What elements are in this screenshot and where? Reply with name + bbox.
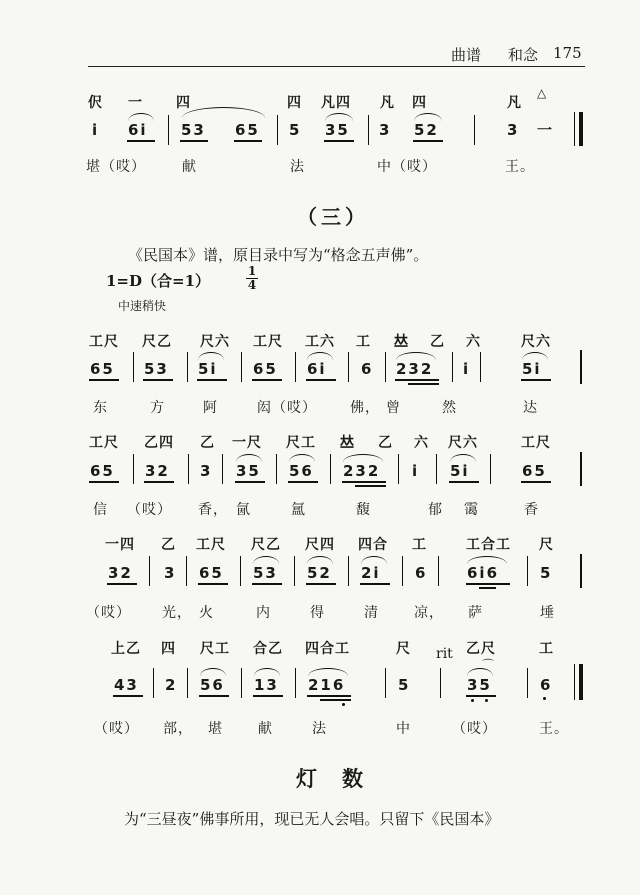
note: 6i6	[467, 564, 500, 582]
note: 65	[235, 121, 260, 139]
header-section: 曲谱	[451, 46, 482, 64]
barline	[452, 352, 453, 382]
lyric: 堪	[208, 721, 223, 737]
barline	[580, 350, 582, 384]
barline	[188, 454, 189, 484]
underline	[360, 583, 390, 585]
underline	[113, 695, 143, 697]
barline	[440, 668, 441, 698]
lyric: 氤	[236, 502, 251, 518]
lyric: 得	[310, 605, 325, 621]
lyric: 清	[364, 605, 379, 621]
underline	[107, 583, 137, 585]
underline	[89, 481, 119, 483]
note: 5	[398, 676, 411, 694]
underline	[320, 699, 351, 701]
gongche-mark: 尺六	[200, 334, 230, 350]
gongche-mark: 凡四	[321, 95, 351, 111]
note: 2i	[361, 564, 381, 582]
final-barline-thin	[574, 664, 575, 700]
barline	[133, 454, 134, 484]
rit-marking: rit	[436, 646, 453, 662]
gongche-mark: 上乙	[111, 641, 141, 657]
gongche-mark: 凡	[507, 95, 522, 111]
gongche-mark: 乙	[378, 435, 393, 451]
slur	[308, 668, 348, 676]
underline	[395, 379, 439, 381]
lyric: 王。	[539, 721, 569, 737]
note: 6	[415, 564, 428, 582]
barline	[480, 352, 481, 382]
underline	[466, 695, 496, 697]
note: 13	[254, 676, 279, 694]
lyric: 信	[93, 502, 108, 518]
underline	[234, 140, 262, 142]
underline	[408, 383, 439, 385]
gongche-mark: 工尺	[521, 435, 551, 451]
gongche-mark: 工尺	[196, 537, 226, 553]
slur	[396, 352, 436, 360]
lyric: （哎）	[86, 605, 131, 621]
note: 43	[114, 676, 139, 694]
page-number: 175	[553, 44, 582, 62]
gongche-mark: 𠀤	[394, 334, 409, 350]
barline	[438, 556, 439, 586]
slur	[343, 454, 383, 462]
note: 56	[200, 676, 225, 694]
gongche-mark: 合乙	[253, 641, 283, 657]
note: 65	[90, 462, 115, 480]
slur	[361, 556, 387, 564]
note: 3	[164, 564, 177, 582]
time-signature	[246, 266, 258, 291]
intro-note: 《民国本》谱，原目录中写为“格念五声佛”。	[128, 246, 429, 264]
slur	[198, 352, 224, 360]
gongche-mark: 工	[539, 641, 554, 657]
note: 5	[289, 121, 302, 139]
note: 65	[522, 462, 547, 480]
slur	[414, 113, 442, 121]
low-octave-dot	[543, 697, 546, 700]
underline	[197, 379, 227, 381]
gongche-mark: 四合工	[305, 641, 350, 657]
slur	[253, 556, 279, 564]
barline	[277, 115, 278, 145]
lyric: 然	[442, 400, 457, 416]
note: 5i	[450, 462, 470, 480]
lyric: 霭	[464, 502, 479, 518]
lyric: （哎）	[452, 721, 497, 737]
barline	[149, 556, 150, 586]
gongche-mark: 四	[161, 641, 176, 657]
lyric: 阿	[203, 400, 218, 416]
gongche-mark: 尺工	[200, 641, 230, 657]
low-octave-dot	[471, 699, 474, 702]
barline	[241, 668, 242, 698]
slur	[307, 352, 333, 360]
gongche-mark: 四合	[358, 537, 388, 553]
slur	[325, 113, 353, 121]
gongche-mark: 工尺	[89, 334, 119, 350]
barline	[295, 668, 296, 698]
note: 3	[379, 121, 392, 139]
barline	[168, 115, 169, 145]
slur	[128, 113, 154, 121]
slur	[522, 352, 548, 360]
gongche-mark: 尺	[396, 641, 411, 657]
note: i	[92, 121, 100, 139]
barline	[222, 454, 223, 484]
gongche-mark: 工	[412, 537, 427, 553]
gongche-mark: 工	[356, 334, 371, 350]
lyric: 埵	[540, 605, 555, 621]
note: i	[412, 462, 420, 480]
underline	[235, 481, 265, 483]
note: 35	[467, 676, 492, 694]
lyric: 部，	[163, 721, 193, 737]
lyric: 馥	[356, 502, 371, 518]
gongche-mark: 工尺	[89, 435, 119, 451]
time-signature-top: 1	[247, 264, 257, 278]
low-octave-dot	[485, 699, 488, 702]
underline	[479, 587, 496, 589]
note: 6i	[128, 121, 148, 139]
lyric: 凉，	[414, 605, 444, 621]
note: 232	[343, 462, 381, 480]
barline	[133, 352, 134, 382]
note: 35	[236, 462, 261, 480]
note: 3	[507, 121, 520, 139]
slur	[200, 668, 226, 676]
gongche-mark: 四	[176, 95, 191, 111]
barline	[580, 554, 582, 588]
final-barline-thin	[574, 112, 575, 146]
fermata-mark: △	[537, 86, 547, 100]
lyric: 萨	[468, 605, 483, 621]
time-signature-bottom: 4	[247, 278, 257, 292]
underline	[180, 140, 208, 142]
lyric: 中（哎）	[377, 159, 437, 175]
gongche-mark: 乙尺	[466, 641, 496, 657]
note: 232	[396, 360, 434, 378]
final-barline-thick	[579, 112, 583, 146]
slur	[236, 454, 262, 462]
gongche-mark: 四	[287, 95, 302, 111]
lyric: 法	[312, 721, 327, 737]
lyric: 香，	[198, 502, 228, 518]
underline	[521, 379, 551, 381]
gongche-mark: 一四	[105, 537, 135, 553]
lyric: 火	[199, 605, 214, 621]
underline	[89, 379, 119, 381]
header-rule	[88, 66, 585, 67]
lyric: 光，	[162, 605, 192, 621]
note: 53	[181, 121, 206, 139]
lyric: 方	[150, 400, 165, 416]
gongche-mark: 凡	[380, 95, 395, 111]
barline	[398, 454, 399, 484]
gongche-mark: 尺	[539, 537, 554, 553]
barline	[241, 352, 242, 382]
lyric: 曾	[386, 400, 401, 416]
lyric: 中	[396, 721, 411, 737]
barline	[187, 352, 188, 382]
barline	[295, 352, 296, 382]
gongche-mark: 六	[414, 435, 429, 451]
gongche-mark: 𠀤	[340, 435, 355, 451]
gongche-mark: 工尺	[253, 334, 283, 350]
underline	[413, 140, 443, 142]
gongche-mark: 伬	[88, 95, 103, 111]
underline	[306, 379, 336, 381]
barline	[402, 556, 403, 586]
slur	[307, 556, 333, 564]
barline	[527, 668, 528, 698]
barline	[474, 115, 475, 145]
lyric: 内	[256, 605, 271, 621]
slur	[289, 454, 315, 462]
lyric: 堪（哎）	[86, 159, 146, 175]
underline	[143, 379, 173, 381]
barline	[186, 556, 187, 586]
gongche-mark: 尺四	[305, 537, 335, 553]
tempo-marking: 中速稍快	[118, 299, 167, 313]
note: 53	[144, 360, 169, 378]
note: 53	[253, 564, 278, 582]
key-signature: 1=D（合=1）	[106, 272, 211, 290]
note: 6	[361, 360, 374, 378]
fermata-mark: ⌒	[482, 658, 495, 672]
note: 65	[253, 360, 278, 378]
barline	[153, 668, 154, 698]
lyric: 氲	[291, 502, 306, 518]
barline	[385, 668, 386, 698]
lyric: （哎）	[94, 721, 139, 737]
note: 6	[540, 676, 553, 694]
underline	[198, 583, 228, 585]
lyric: 献	[182, 159, 197, 175]
underline	[324, 140, 354, 142]
barline	[348, 352, 349, 382]
barline	[368, 115, 369, 145]
lyric: （哎）	[127, 502, 172, 518]
lyric: 王。	[505, 159, 535, 175]
note: 32	[108, 564, 133, 582]
note: 216	[308, 676, 346, 694]
barline	[385, 352, 386, 382]
barline	[294, 556, 295, 586]
barline	[240, 556, 241, 586]
underline	[199, 695, 229, 697]
gongche-mark: 尺乙	[251, 537, 281, 553]
note: 3	[200, 462, 213, 480]
slur	[182, 107, 265, 118]
gongche-mark: 尺工	[286, 435, 316, 451]
final-barline-thick	[579, 664, 583, 700]
underline	[307, 695, 351, 697]
slur	[467, 556, 507, 564]
note: 2	[165, 676, 178, 694]
underline	[144, 481, 174, 483]
section-heading: （三）	[297, 205, 369, 229]
gongche-mark: 一	[128, 95, 143, 111]
barline	[527, 556, 528, 586]
underline	[252, 379, 282, 381]
underline	[521, 481, 551, 483]
barline	[490, 454, 491, 484]
note: 52	[307, 564, 332, 582]
sustain-dash: 一	[537, 121, 555, 139]
lyric: 献	[258, 721, 273, 737]
gongche-mark: 一尺	[232, 435, 262, 451]
header-subtitle: 和念	[508, 46, 539, 64]
lyric: 佛，	[350, 400, 380, 416]
underline	[288, 481, 318, 483]
underline	[466, 583, 510, 585]
lyric: 达	[523, 400, 538, 416]
body-text: 为“三昼夜”佛事所用，现已无人会唱。只留下《民国本》	[124, 810, 500, 828]
gongche-mark: 尺乙	[142, 334, 172, 350]
underline	[127, 140, 155, 142]
underline	[306, 583, 336, 585]
underline	[253, 695, 283, 697]
barline	[348, 556, 349, 586]
low-octave-dot	[342, 703, 345, 706]
underline	[342, 481, 386, 483]
barline	[187, 668, 188, 698]
gongche-mark: 四	[412, 95, 427, 111]
note: 56	[289, 462, 314, 480]
note: 5i	[198, 360, 218, 378]
lyric: 香	[524, 502, 539, 518]
lyric: 闳（哎）	[257, 400, 317, 416]
barline	[580, 452, 582, 486]
lyric: 郁	[428, 502, 443, 518]
gongche-mark: 乙	[430, 334, 445, 350]
note: 35	[325, 121, 350, 139]
underline	[355, 485, 386, 487]
lyric: 东	[93, 400, 108, 416]
note: 52	[414, 121, 439, 139]
section-title: 灯 数	[296, 766, 365, 791]
note: 5	[540, 564, 553, 582]
gongche-mark: 乙四	[144, 435, 174, 451]
gongche-mark: 乙	[161, 537, 176, 553]
slur	[450, 454, 476, 462]
gongche-mark: 六	[466, 334, 481, 350]
gongche-mark: 工合工	[466, 537, 511, 553]
note: 32	[145, 462, 170, 480]
barline	[330, 454, 331, 484]
note: 6i	[307, 360, 327, 378]
note: 65	[90, 360, 115, 378]
gongche-mark: 工六	[305, 334, 335, 350]
slur	[254, 668, 280, 676]
underline	[252, 583, 282, 585]
gongche-mark: 乙	[200, 435, 215, 451]
barline	[276, 454, 277, 484]
underline	[449, 481, 479, 483]
barline	[436, 454, 437, 484]
lyric: 法	[290, 159, 305, 175]
note: 5i	[522, 360, 542, 378]
note: i	[463, 360, 471, 378]
gongche-mark: 尺六	[521, 334, 551, 350]
gongche-mark: 尺六	[448, 435, 478, 451]
note: 65	[199, 564, 224, 582]
